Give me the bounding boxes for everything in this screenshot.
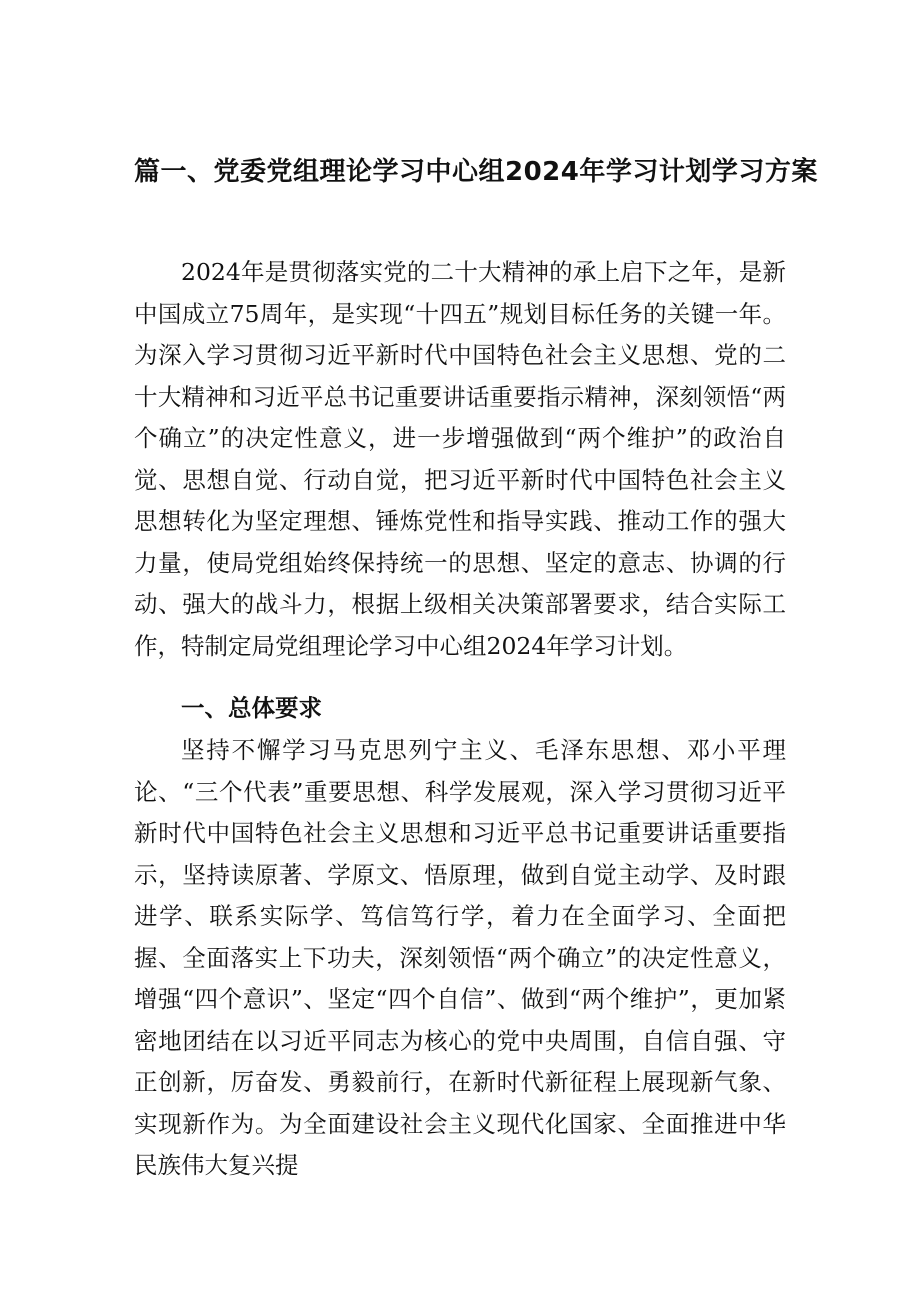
document-title: 篇一、党委党组理论学习中心组2024年学习计划学习方案 [134, 157, 818, 187]
intro-paragraph: 2024年是贯彻落实党的二十大精神的承上启下之年，是新中国成立75周年，是实现“十四五”规划目标任务的关键一年。为深入学习贯彻习近平新时代中国特色社会主义思想、党的二十大精神和习近平总书记重要讲话重要指示精神，深刻领悟“两个确立”的决定性意义，进一步增强做到“两个维护”的政治自觉、思想自觉、行动自觉，把习近平新时代中国特色社会主义思想转化为坚定理想、锤炼党性和指导实践、推动工作的强大力量，使局党组始终保持统一的思想、坚定的意志、协调的行动、强大的战斗力，根据上级相关决策部署要求，结合实际工作，特制定局党组理论学习中心组2024年学习计划。 [134, 258, 786, 660]
section-heading-general-requirements: 一、总体要求 [181, 694, 322, 722]
general-requirements-paragraph: 坚持不懈学习马克思列宁主义、毛泽东思想、邓小平理论、“三个代表”重要思想、科学发展观，深入学习贯彻习近平新时代中国特色社会主义思想和习近平总书记重要讲话重要指示，坚持读原著、学原文、悟原理，做到自觉主动学、及时跟进学、联系实际学、笃信笃行学，着力在全面学习、全面把握、全面落实上下功夫，深刻领悟“两个确立”的决定性意义，增强“四个意识”、坚定“四个自信”、做到“两个维护”，更加紧密地团结在以习近平同志为核心的党中央周围，自信自强、守正创新，厉奋发、勇毅前行，在新时代新征程上展现新气象、实现新作为。为全面建设社会主义现代化国家、全面推进中华民族伟大复兴提 [134, 736, 786, 1179]
